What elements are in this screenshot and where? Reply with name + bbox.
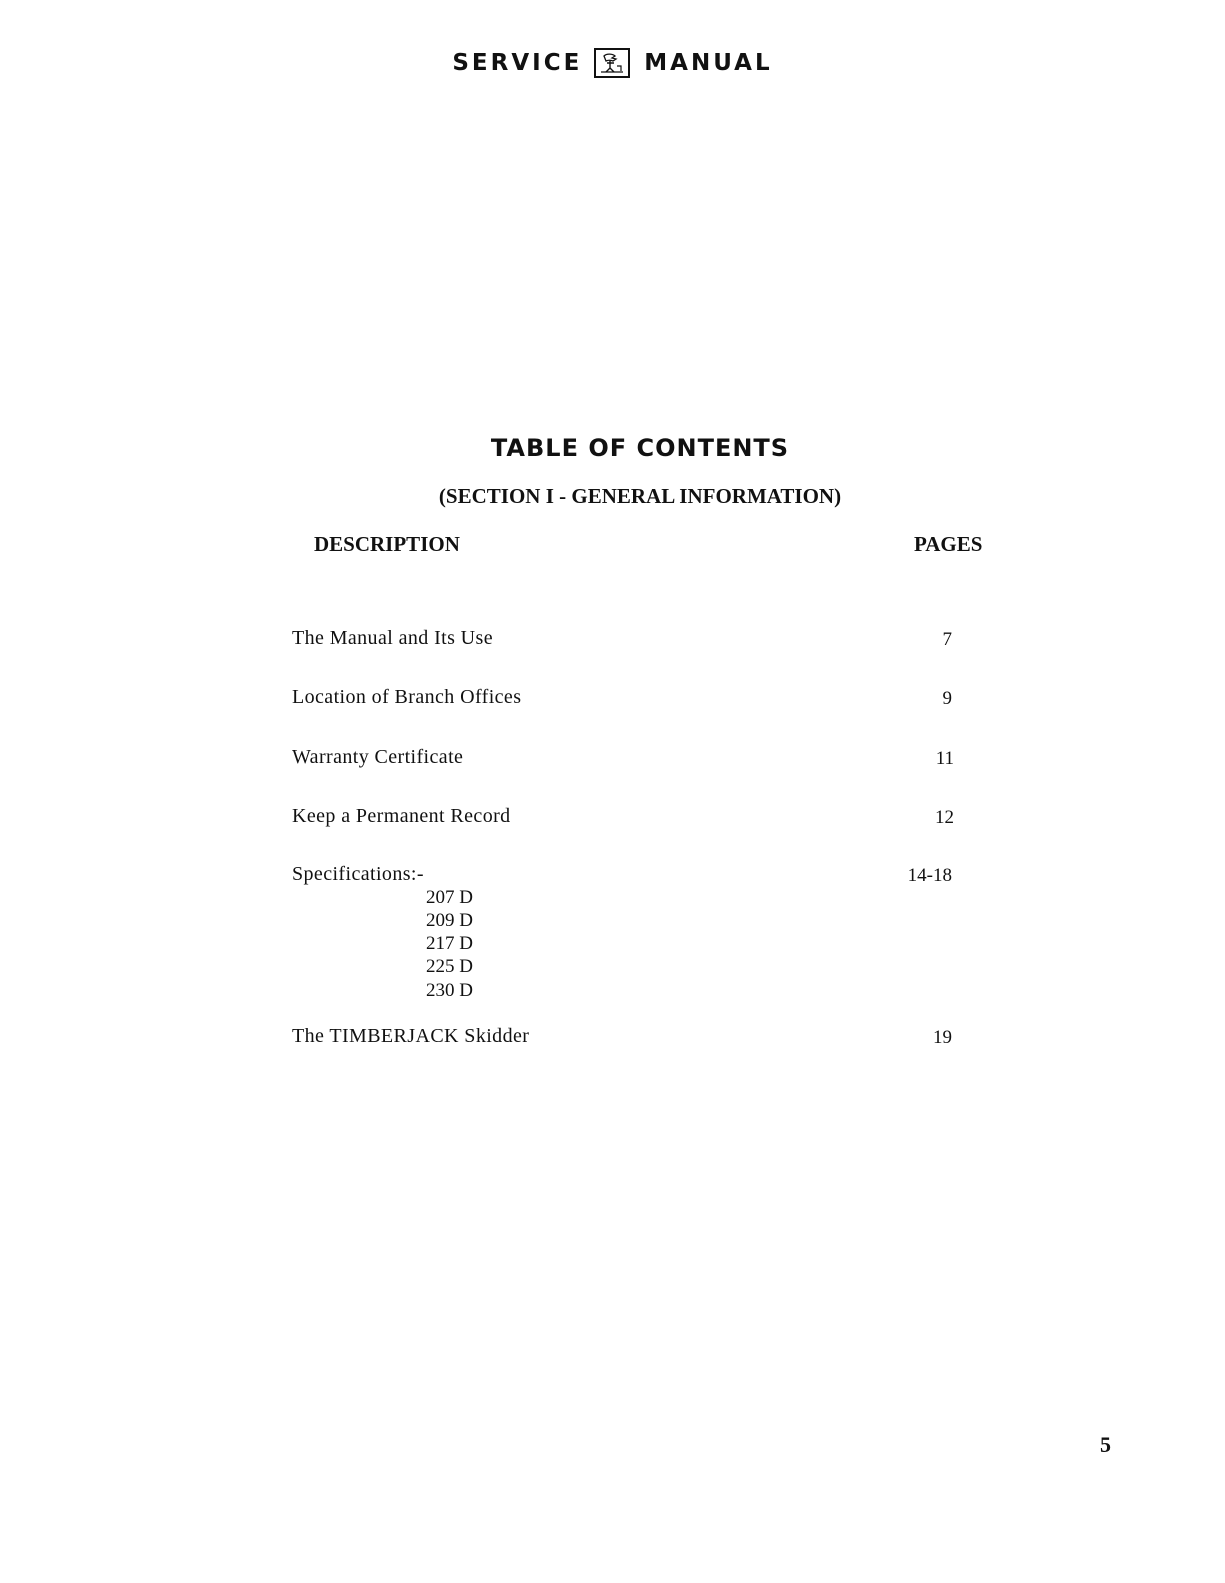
specification-model: 230 D xyxy=(426,980,473,1001)
toc-entry-page: 7 xyxy=(942,629,952,650)
toc-entry-page: 9 xyxy=(942,688,952,709)
page-number: 5 xyxy=(1100,1432,1111,1457)
toc-entry-label: The TIMBERJACK Skidder xyxy=(292,1025,530,1047)
section-title: (SECTION I - GENERAL INFORMATION) xyxy=(438,484,842,508)
specification-model: 207 D xyxy=(426,887,473,908)
specification-model: 217 D xyxy=(426,933,473,954)
toc-entry-label: Keep a Permanent Record xyxy=(292,805,511,827)
header-manual-word: MANUAL xyxy=(644,50,773,76)
toc-entry-label: The Manual and Its Use xyxy=(292,627,493,649)
toc-entry-label: Specifications:- xyxy=(292,863,424,885)
toc-entry-label: Warranty Certificate xyxy=(292,746,464,768)
header-service-word: SERVICE xyxy=(452,50,583,76)
specification-model: 209 D xyxy=(426,910,473,931)
running-header xyxy=(0,48,1225,78)
toc-entry-label: Location of Branch Offices xyxy=(292,686,522,708)
toc-title: TABLE OF CONTENTS xyxy=(490,434,790,462)
toc-entry-page: 14-18 xyxy=(907,865,952,886)
description-column-header: DESCRIPTION xyxy=(314,532,460,556)
toc-entry-page: 12 xyxy=(935,807,954,828)
toc-entry-page: 19 xyxy=(933,1027,952,1048)
specification-model: 225 D xyxy=(426,956,473,977)
timberjack-logo-icon xyxy=(594,48,630,78)
toc-entry-page: 11 xyxy=(935,748,954,769)
pages-column-header: PAGES xyxy=(914,532,983,556)
